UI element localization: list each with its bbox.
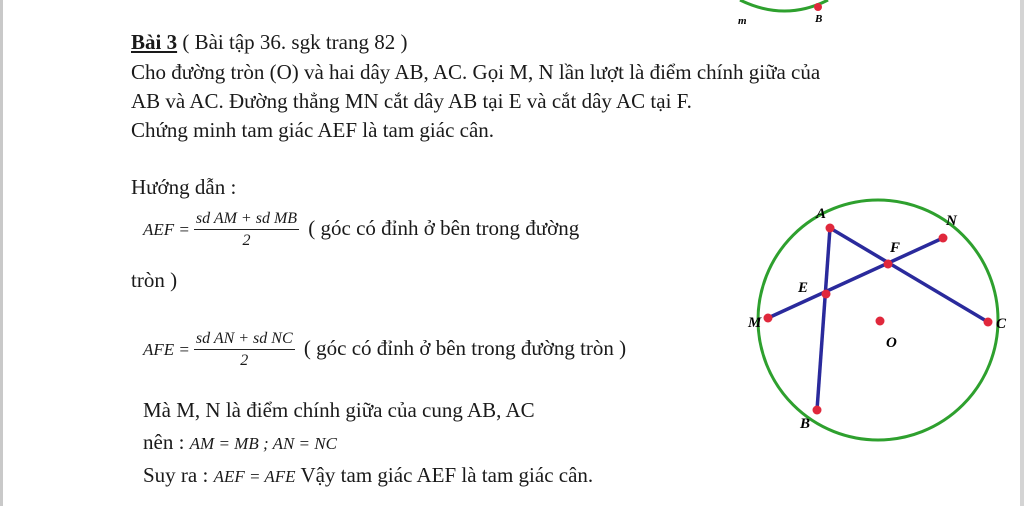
point-n (939, 234, 948, 243)
conclusion-line-3-text: Vậy tam giác AEF là tam giác cân. (300, 463, 594, 487)
label-b: B (800, 416, 811, 432)
conclusion-line-2-prefix: nên : (143, 430, 185, 454)
conclusion-line-3-math: AEF = AFE (213, 467, 296, 486)
top-point-b (814, 3, 822, 11)
formula-aef-lhs: AEF = (143, 219, 190, 239)
label-c: C (996, 316, 1007, 332)
exercise-heading (131, 30, 407, 55)
exercise-reference: ( Bài tập 36. sgk trang 82 ) (177, 30, 408, 54)
formula-afe-denominator: 2 (240, 352, 249, 369)
problem-line-2: AB và AC. Đường thẳng MN cắt dây AB tại E và cắt dây AC tại F. (131, 89, 692, 113)
point-o (876, 317, 885, 326)
conclusion-line-2 (143, 430, 337, 455)
circle-figure (740, 195, 1024, 445)
formula-afe-note: ( góc có đỉnh ở bên trong đường tròn ) (303, 335, 627, 360)
label-e: E (798, 280, 809, 296)
conclusion-line-1: Mà M, N là điểm chính giữa của cung AB, AC (143, 398, 535, 422)
point-c (984, 318, 993, 327)
guide-title: Hướng dẫn : (131, 175, 237, 199)
point-b (813, 406, 822, 415)
point-f (884, 260, 893, 269)
top-label-b: B (815, 13, 823, 25)
formula-aef (143, 210, 579, 250)
formula-afe (143, 330, 626, 370)
formula-aef-note: ( góc có đỉnh ở bên trong đường (308, 215, 580, 240)
top-label-m: m (738, 15, 747, 27)
conclusion-line-3 (143, 463, 593, 488)
point-a (826, 224, 835, 233)
formula-afe-lhs: AFE = (143, 339, 190, 359)
label-o: O (886, 335, 897, 351)
label-a: A (816, 206, 827, 222)
problem-line-1: Cho đường tròn (O) và hai dây AB, AC. Gọi M, N lần lượt là điểm chính giữa của (131, 60, 821, 84)
formula-aef-fraction (194, 210, 299, 250)
formula-afe-numerator: sd AN + sd NC (194, 330, 295, 350)
exercise-number: Bài 3 (131, 30, 178, 54)
point-m (764, 314, 773, 323)
formula-aef-numerator: sd AM + sd MB (194, 210, 299, 230)
point-e (822, 290, 831, 299)
formula-afe-fraction (194, 330, 295, 370)
label-f: F (890, 240, 901, 256)
label-n: N (946, 213, 957, 229)
chord-ac (830, 228, 988, 322)
chord-ab (817, 228, 830, 410)
conclusion-line-2-math: AM = MB ; AN = NC (189, 434, 337, 453)
formula-aef-denominator: 2 (242, 232, 251, 249)
page-left-border (0, 0, 3, 506)
conclusion-line-3-prefix: Suy ra : (143, 463, 209, 487)
problem-line-3: Chứng minh tam giác AEF là tam giác cân. (131, 118, 495, 142)
top-arc-figure (700, 0, 860, 36)
label-m: M (748, 315, 762, 331)
formula-aef-note-continued: tròn ) (131, 268, 178, 292)
